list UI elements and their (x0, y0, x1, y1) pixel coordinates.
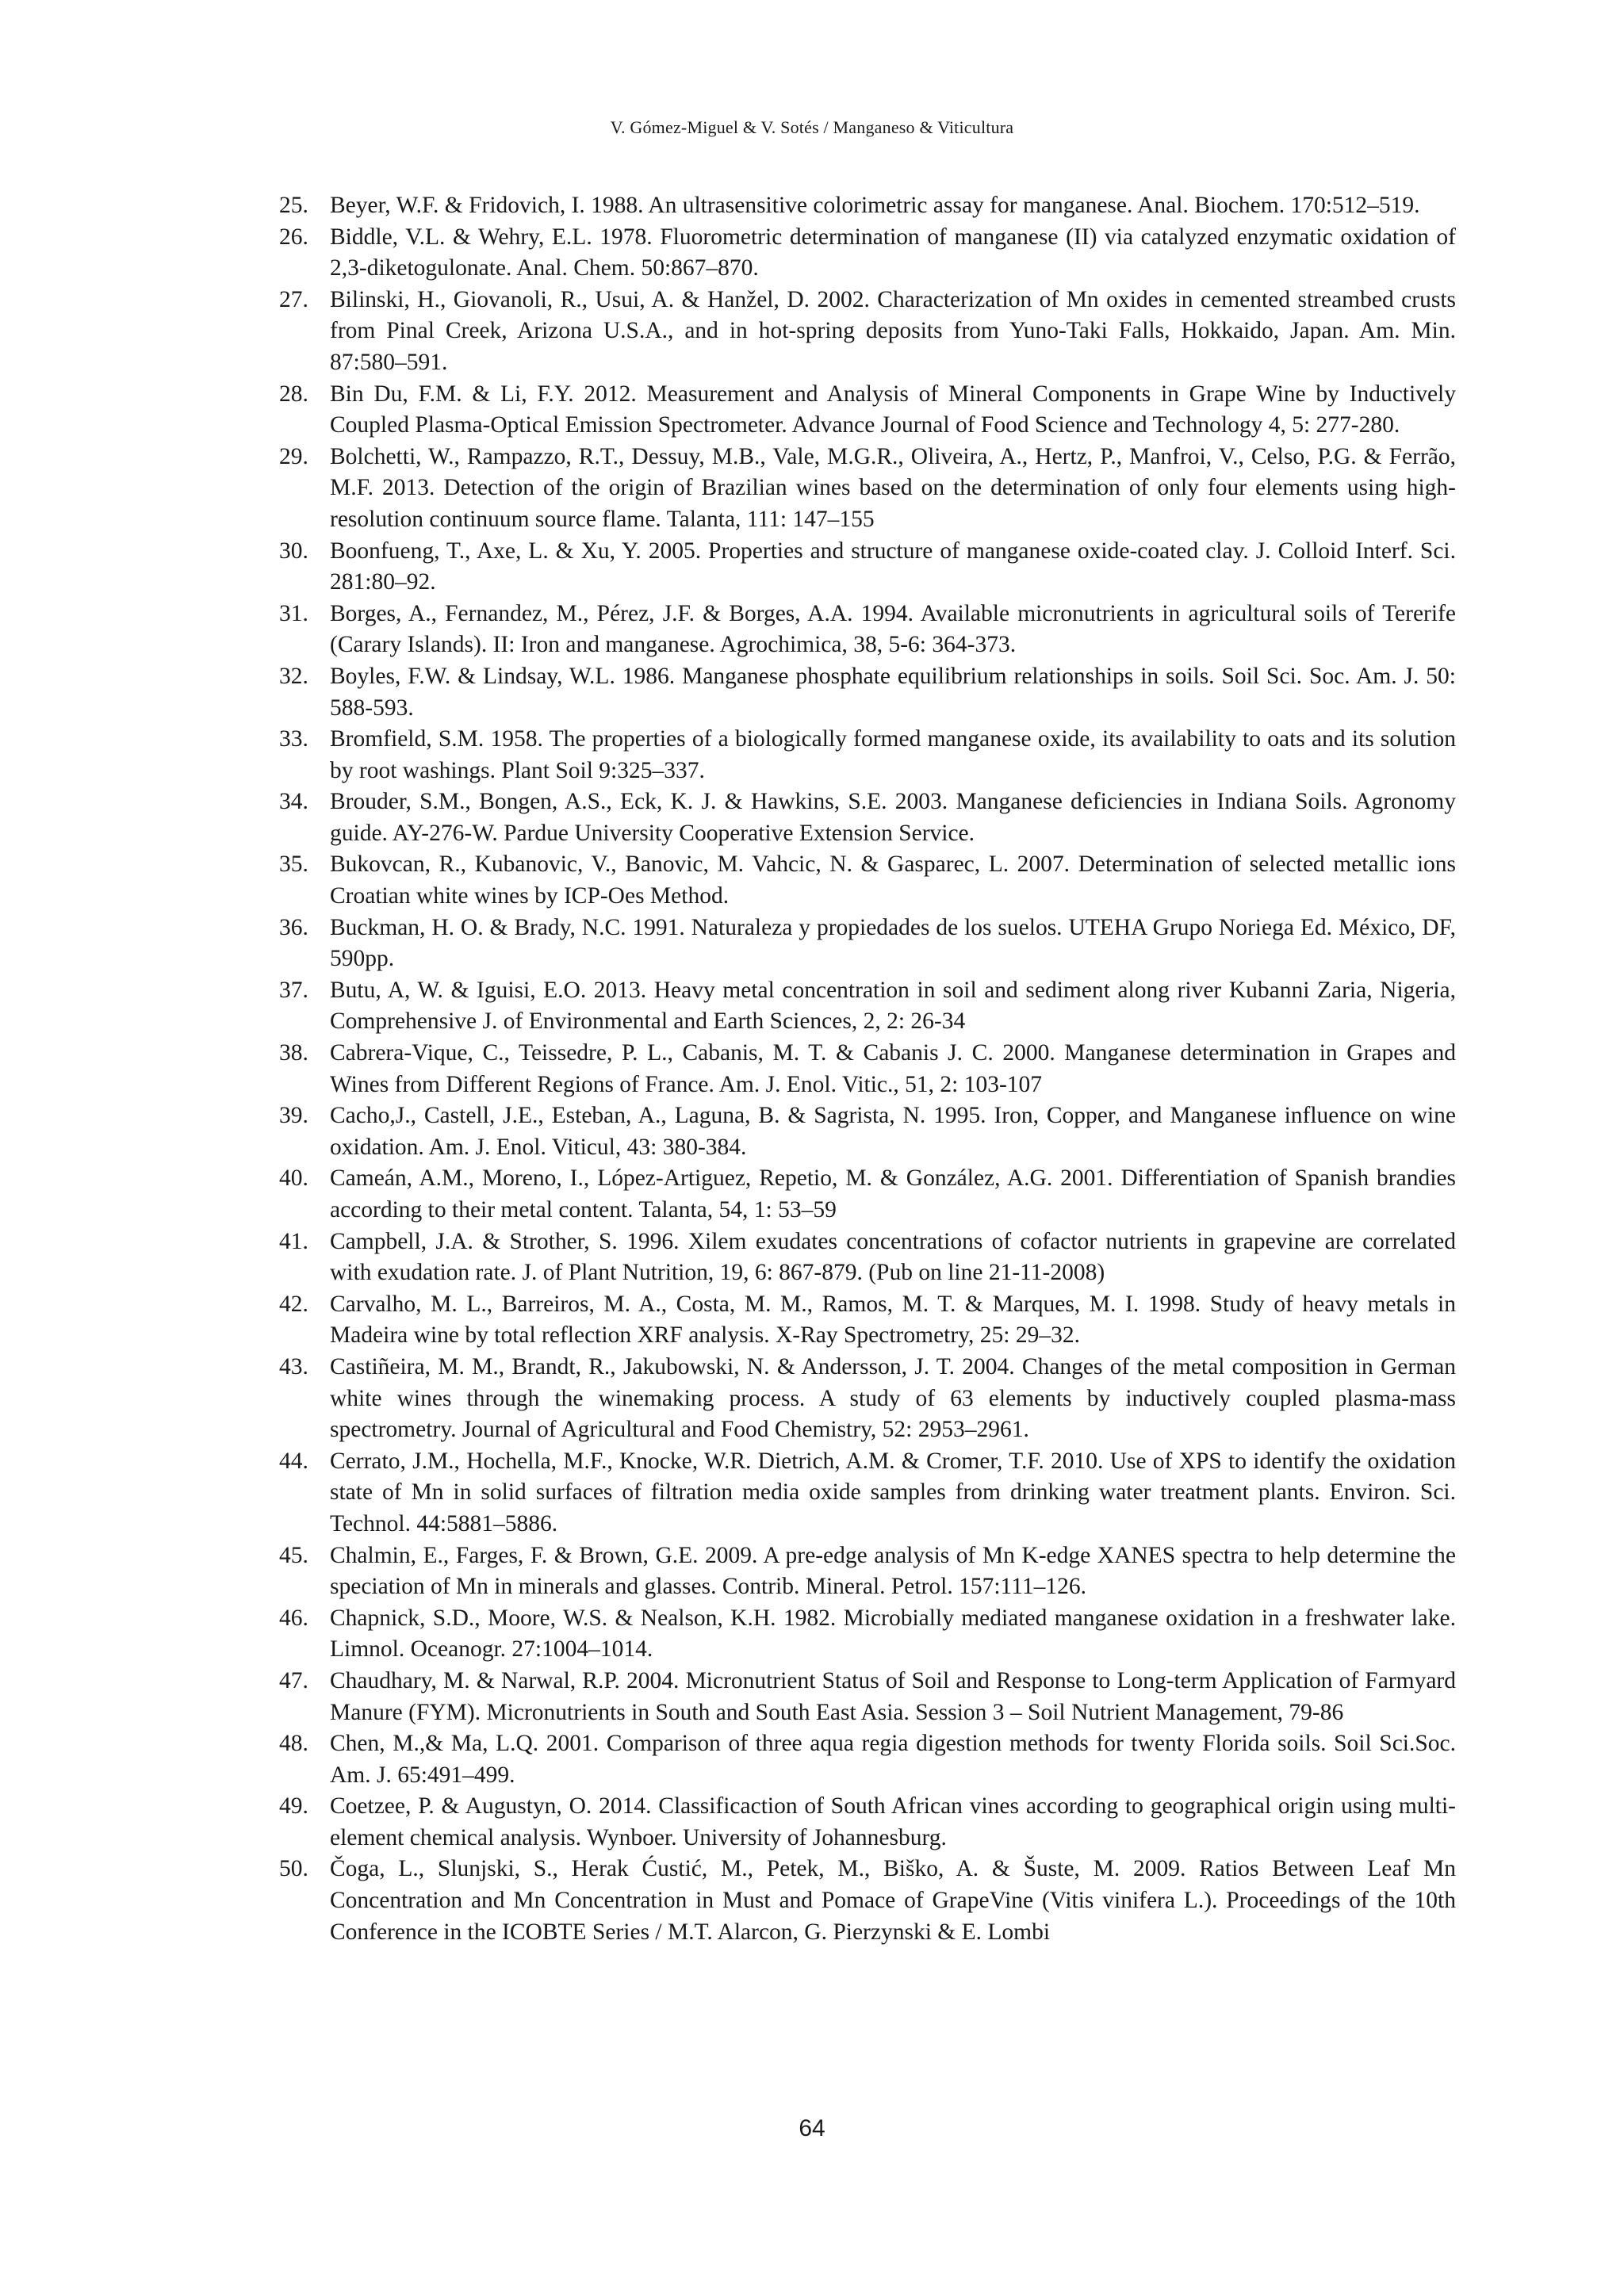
reference-item-35 (279, 849, 1456, 912)
reference-item-28 (279, 379, 1456, 442)
reference-text: Bolchetti, W., Rampazzo, R.T., Dessuy, M.B., Vale, M.G.R., Oliveira, A., Hertz, P., Manfroi, V., Celso, P.G. & Ferrão, M.F. 2013. Detection of the origin of Brazilian wines based on the determination of only four elements using high-resolution continuum source flame. Talanta, 111: 147–155 (330, 443, 1456, 532)
reference-text: Chapnick, S.D., Moore, W.S. & Nealson, K.H. 1982. Microbially mediated manganese oxidation in a freshwater lake. Limnol. Oceanogr. 27:1004–1014. (330, 1605, 1456, 1663)
reference-number: 47. (279, 1667, 308, 1693)
reference-text: Beyer, W.F. & Fridovich, I. 1988. An ultrasensitive colorimetric assay for manganese. Anal. Biochem. 170:512–519. (330, 193, 1420, 218)
reference-number: 38. (279, 1040, 308, 1066)
reference-text: Carvalho, M. L., Barreiros, M. A., Costa, M. M., Ramos, M. T. & Marques, M. I. 1998. Study of heavy metals in Madeira wine by total reflection XRF analysis. X-Ray Spectrometry, 25: 29–32. (330, 1291, 1456, 1349)
reference-number: 45. (279, 1542, 308, 1568)
reference-number: 28. (279, 381, 308, 407)
reference-number: 46. (279, 1605, 308, 1631)
reference-item-25 (279, 190, 1456, 222)
reference-number: 43. (279, 1353, 308, 1380)
reference-number: 29. (279, 443, 308, 469)
reference-number: 31. (279, 600, 308, 626)
reference-item-30 (279, 536, 1456, 599)
reference-item-38 (279, 1038, 1456, 1100)
reference-text: Chaudhary, M. & Narwal, R.P. 2004. Micronutrient Status of Soil and Response to Long-term Application of Farmyard Manure (FYM). Micronutrients in South and South East Asia. Session 3 – Soil Nutrient Management, 79-86 (330, 1667, 1456, 1725)
reference-item-37 (279, 975, 1456, 1038)
reference-item-39 (279, 1100, 1456, 1163)
reference-item-27 (279, 285, 1456, 379)
reference-text: Cameán, A.M., Moreno, I., López-Artiguez, Repetio, M. & González, A.G. 2001. Differentiation of Spanish brandies according to their metal content. Talanta, 54, 1: 53–59 (330, 1165, 1456, 1223)
reference-number: 48. (279, 1731, 308, 1757)
reference-list (279, 190, 1456, 1948)
reference-number: 25. (279, 193, 308, 218)
reference-number: 37. (279, 977, 308, 1003)
reference-text: Cacho,J., Castell, J.E., Esteban, A., Laguna, B. & Sagrista, N. 1995. Iron, Copper, and Manganese influence on wine oxidation. Am. J. Enol. Viticul, 43: 380-384. (330, 1103, 1456, 1160)
reference-number: 42. (279, 1291, 308, 1317)
reference-number: 27. (279, 286, 308, 312)
reference-item-48 (279, 1728, 1456, 1791)
reference-item-34 (279, 786, 1456, 849)
reference-number: 40. (279, 1165, 308, 1192)
reference-text: Bromfield, S.M. 1958. The properties of a biologically formed manganese oxide, its availability to oats and its solution by root washings. Plant Soil 9:325–337. (330, 726, 1456, 783)
reference-number: 39. (279, 1103, 308, 1129)
reference-text: Chen, M.,& Ma, L.Q. 2001. Comparison of three aqua regia digestion methods for twenty Florida soils. Soil Sci.Soc. Am. J. 65:491–499. (330, 1731, 1456, 1788)
reference-text: Castiñeira, M. M., Brandt, R., Jakubowski, N. & Andersson, J. T. 2004. Changes of the metal composition in German white wines through the winemaking process. A study of 63 elements by inductively coupled plasma-mass spectrometry. Journal of Agricultural and Food Chemistry, 52: 2953–2961. (330, 1353, 1456, 1443)
reference-item-49 (279, 1791, 1456, 1854)
reference-number: 26. (279, 224, 308, 250)
reference-text: Buckman, H. O. & Brady, N.C. 1991. Naturaleza y propiedades de los suelos. UTEHA Grupo Noriega Ed. México, DF, 590pp. (330, 914, 1456, 972)
reference-item-43 (279, 1352, 1456, 1446)
running-header: V. Gómez-Miguel & V. Sotés / Manganeso & Viticultura (610, 117, 1014, 137)
reference-item-46 (279, 1603, 1456, 1666)
reference-item-45 (279, 1540, 1456, 1603)
reference-number: 50. (279, 1856, 308, 1882)
reference-item-50 (279, 1854, 1456, 1948)
page-number: 64 (799, 2115, 825, 2141)
reference-item-33 (279, 724, 1456, 786)
reference-number: 30. (279, 538, 308, 564)
reference-number: 33. (279, 726, 308, 752)
reference-item-31 (279, 599, 1456, 661)
reference-item-41 (279, 1226, 1456, 1289)
reference-item-42 (279, 1289, 1456, 1352)
reference-number: 35. (279, 851, 308, 878)
reference-number: 34. (279, 789, 308, 815)
reference-text: Brouder, S.M., Bongen, A.S., Eck, K. J. & Hawkins, S.E. 2003. Manganese deficiencies in Indiana Soils. Agronomy guide. AY-276-W. Pardue University Cooperative Extension Service. (330, 789, 1456, 846)
reference-text: Bukovcan, R., Kubanovic, V., Banovic, M. Vahcic, N. & Gasparec, L. 2007. Determination of selected metallic ions Croatian white wines by ICP-Oes Method. (330, 851, 1456, 909)
reference-text: Boyles, F.W. & Lindsay, W.L. 1986. Manganese phosphate equilibrium relationships in soils. Soil Sci. Soc. Am. J. 50: 588-593. (330, 663, 1456, 721)
reference-text: Boonfueng, T., Axe, L. & Xu, Y. 2005. Properties and structure of manganese oxide-coated clay. J. Colloid Interf. Sci. 281:80–92. (330, 538, 1456, 595)
reference-text: Bin Du, F.M. & Li, F.Y. 2012. Measurement and Analysis of Mineral Components in Grape Wine by Inductively Coupled Plasma-Optical Emission Spectrometer. Advance Journal of Food Science and Technology 4, 5: 277-280. (330, 381, 1456, 438)
reference-text: Cerrato, J.M., Hochella, M.F., Knocke, W.R. Dietrich, A.M. & Cromer, T.F. 2010. Use of XPS to identify the oxidation state of Mn in solid surfaces of filtration media oxide samples from drinking water treatment plants. Environ. Sci. Technol. 44:5881–5886. (330, 1448, 1456, 1536)
reference-number: 32. (279, 663, 308, 689)
reference-text: Butu, A, W. & Iguisi, E.O. 2013. Heavy metal concentration in soil and sediment along river Kubanni Zaria, Nigeria, Comprehensive J. of Environmental and Earth Sciences, 2, 2: 26-34 (330, 977, 1456, 1035)
reference-number: 36. (279, 914, 308, 940)
reference-item-44 (279, 1446, 1456, 1540)
reference-number: 49. (279, 1793, 308, 1820)
reference-item-26 (279, 222, 1456, 285)
reference-text: Chalmin, E., Farges, F. & Brown, G.E. 2009. A pre-edge analysis of Mn K-edge XANES spectra to help determine the speciation of Mn in minerals and glasses. Contrib. Mineral. Petrol. 157:111–126. (330, 1542, 1456, 1600)
reference-number: 41. (279, 1228, 308, 1254)
reference-text: Campbell, J.A. & Strother, S. 1996. Xilem exudates concentrations of cofactor nutrients in grapevine are correlated with exudation rate. J. of Plant Nutrition, 19, 6: 867-879. (Pub on line 21-11-2008) (330, 1228, 1456, 1286)
reference-item-36 (279, 913, 1456, 975)
reference-text: Bilinski, H., Giovanoli, R., Usui, A. & Hanžel, D. 2002. Characterization of Mn oxides in cemented streambed crusts from Pinal Creek, Arizona U.S.A., and in hot-spring deposits from Yuno-Taki Falls, Hokkaido, Japan. Am. Min. 87:580–591. (330, 286, 1456, 375)
reference-item-32 (279, 661, 1456, 724)
reference-text: Coetzee, P. & Augustyn, O. 2014. Classificaction of South African vines according to geographical origin using multi-element chemical analysis. Wynboer. University of Johannesburg. (330, 1793, 1456, 1850)
reference-text: Cabrera-Vique, C., Teissedre, P. L., Cabanis, M. T. & Cabanis J. C. 2000. Manganese determination in Grapes and Wines from Different Regions of France. Am. J. Enol. Vitic., 51, 2: 103-107 (330, 1040, 1456, 1097)
reference-item-29 (279, 442, 1456, 536)
reference-text: Čoga, L., Slunjski, S., Herak Ćustić, M., Petek, M., Biško, A. & Šuste, M. 2009. Ratios Between Leaf Mn Concentration and Mn Concentration in Must and Pomace of GrapeVine (Vitis vinifera L.). Proceedings of the 10th Conference in the ICOBTE Series / M.T. Alarcon, G. Pierzynski & E. Lombi (330, 1856, 1456, 1945)
reference-text: Borges, A., Fernandez, M., Pérez, J.F. & Borges, A.A. 1994. Available micronutrients in agricultural soils of Tererife (Carary Islands). II: Iron and manganese. Agrochimica, 38, 5-6: 364-373. (330, 600, 1456, 658)
reference-item-47 (279, 1666, 1456, 1728)
reference-text: Biddle, V.L. & Wehry, E.L. 1978. Fluorometric determination of manganese (II) via catalyzed enzymatic oxidation of 2,3-diketogulonate. Anal. Chem. 50:867–870. (330, 224, 1456, 281)
reference-item-40 (279, 1163, 1456, 1226)
reference-number: 44. (279, 1448, 308, 1474)
